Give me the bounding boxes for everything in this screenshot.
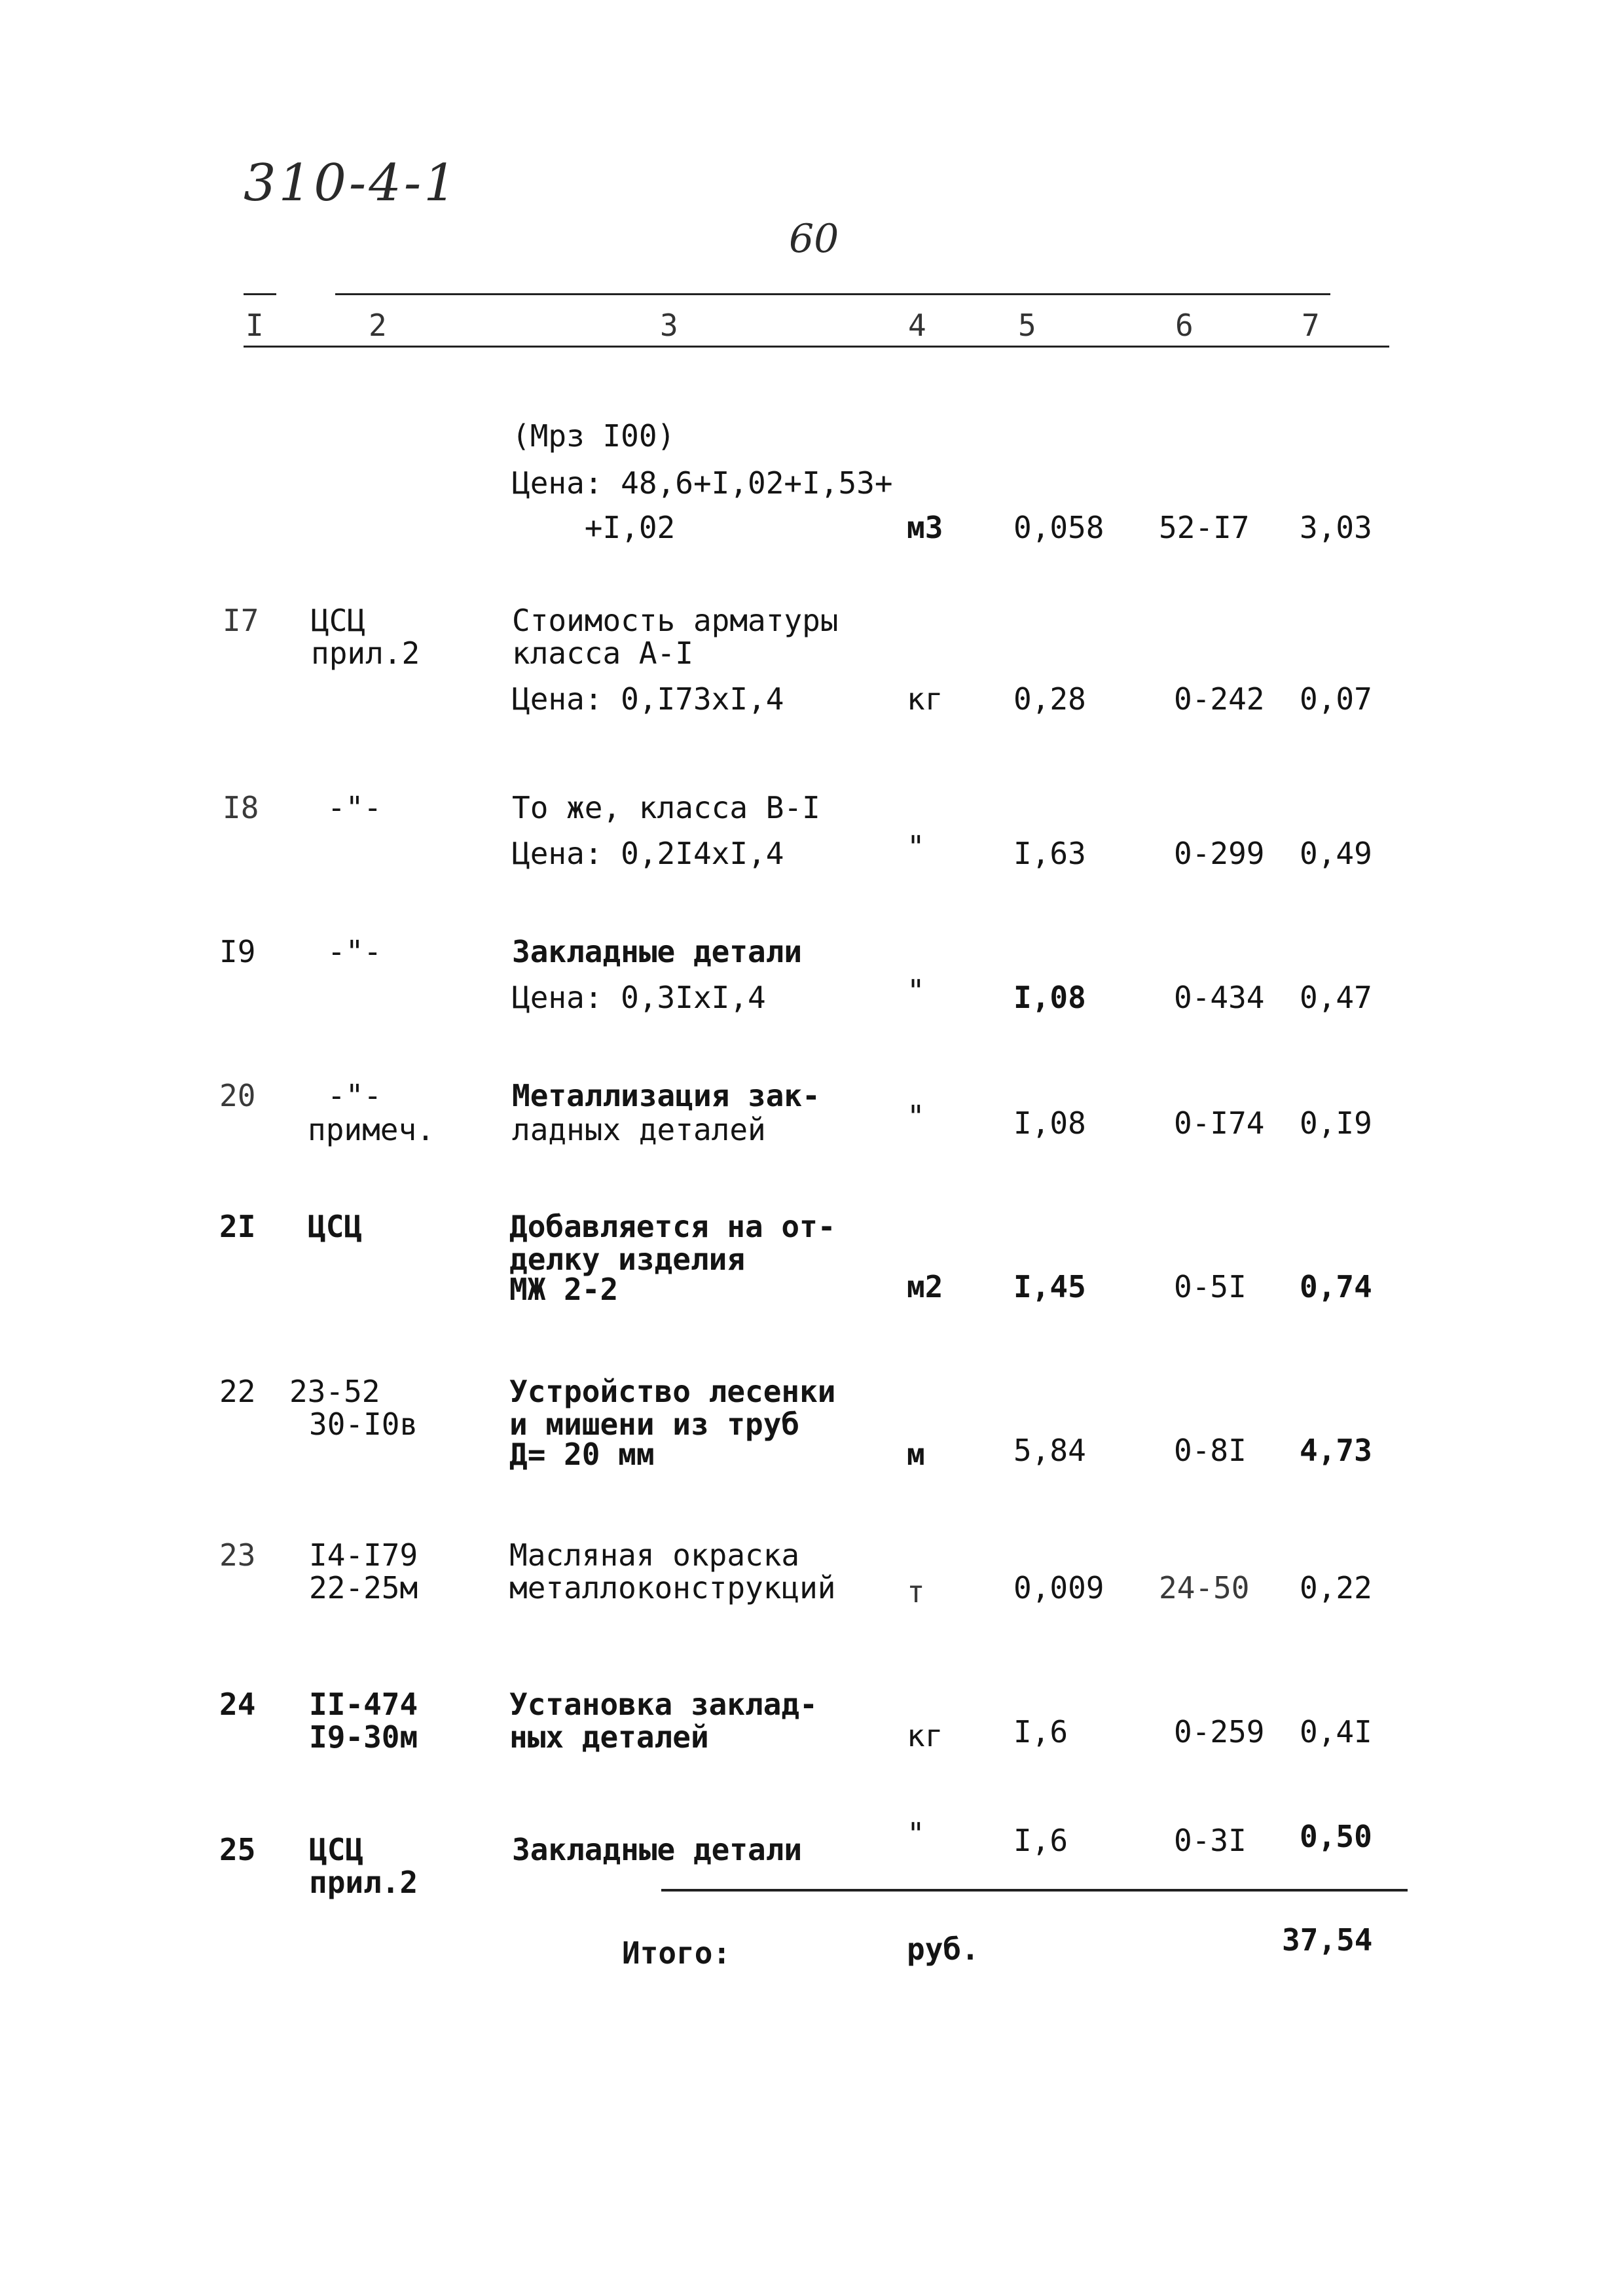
row-25-qty: I,6 [1013, 1823, 1068, 1858]
row-23-price: 24-50 [1159, 1570, 1250, 1605]
row-0-desc-line-1: (Мрз I00) [512, 418, 676, 454]
row-22-ref-line-2: 30-I0в [309, 1407, 418, 1442]
row-17-ref-line-1: ЦСЦ [311, 603, 366, 638]
row-22-price: 0-8I [1174, 1433, 1247, 1468]
row-21-number: 2I [219, 1209, 256, 1244]
row-0-sum: 3,03 [1300, 510, 1372, 545]
row-22-number: 22 [219, 1374, 256, 1409]
row-21-ref-line-1: ЦСЦ [308, 1209, 363, 1244]
total-rule [661, 1889, 1408, 1892]
row-0-qty: 0,058 [1013, 510, 1104, 545]
total-label: Итого: [622, 1935, 731, 1971]
row-21-desc-line-1: Добавляется на от- [509, 1209, 836, 1244]
row-18-number: I8 [223, 790, 259, 825]
row-19-ref-line-1: -"- [327, 934, 382, 969]
row-18-ref-line-1: -"- [327, 790, 382, 825]
row-21-unit: м2 [907, 1269, 943, 1304]
total-unit: руб. [907, 1931, 979, 1967]
row-22-desc-line-3: Д= 20 мм [509, 1437, 655, 1472]
row-23-desc-line-1: Масляная окраска [509, 1537, 800, 1573]
row-18-qty: I,63 [1013, 836, 1086, 871]
row-20-number: 20 [219, 1078, 256, 1113]
row-22-desc-line-2: и мишени из труб [509, 1407, 800, 1442]
row-17-desc-line-3: Цена: 0,I73хI,4 [512, 681, 784, 717]
row-21-sum: 0,74 [1300, 1269, 1372, 1304]
row-19-price: 0-434 [1174, 980, 1265, 1015]
row-18-unit: " [907, 829, 925, 865]
row-18-desc-line-1: То же, класса В-I [512, 790, 820, 825]
row-24-ref-line-2: I9-30м [309, 1719, 418, 1755]
row-24-desc-line-2: ных деталей [509, 1719, 709, 1755]
row-19-qty: I,08 [1013, 980, 1086, 1015]
document-code: 310-4-1 [244, 154, 459, 213]
row-22-unit: м [907, 1437, 925, 1472]
row-20-sum: 0,I9 [1300, 1105, 1372, 1141]
row-18-price: 0-299 [1174, 836, 1265, 871]
row-24-price: 0-259 [1174, 1714, 1265, 1749]
row-23-desc-line-2: металлоконструкций [509, 1570, 836, 1605]
row-17-ref-line-2: прил.2 [311, 636, 420, 671]
row-19-desc-line-2: Цена: 0,3IхI,4 [512, 980, 766, 1015]
row-17-number: I7 [223, 603, 259, 638]
row-21-qty: I,45 [1013, 1269, 1086, 1304]
row-0-desc-line-3: +I,02 [512, 510, 676, 545]
row-24-ref-line-1: II-474 [309, 1687, 418, 1722]
total-value: 37,54 [1282, 1922, 1373, 1958]
row-23-qty: 0,009 [1013, 1570, 1104, 1605]
row-20-unit: " [907, 1099, 925, 1134]
row-24-qty: I,6 [1013, 1714, 1068, 1749]
row-19-sum: 0,47 [1300, 980, 1372, 1015]
row-19-desc-line-1: Закладные детали [512, 934, 803, 969]
header-rule-top [335, 293, 1330, 295]
row-25-price: 0-3I [1174, 1823, 1247, 1858]
row-18-desc-line-2: Цена: 0,2I4хI,4 [512, 836, 784, 871]
row-21-desc-line-2: делку изделия [509, 1242, 746, 1277]
row-20-desc-line-1: Металлизация зак- [512, 1078, 820, 1113]
row-0-desc-line-2: Цена: 48,6+I,02+I,53+ [512, 465, 893, 501]
row-24-desc-line-1: Установка заклад- [509, 1687, 818, 1722]
row-22-qty: 5,84 [1013, 1433, 1086, 1468]
row-20-ref-line-1: -"- [327, 1078, 382, 1113]
row-25-desc-line-1: Закладные детали [512, 1832, 803, 1867]
row-23-unit: т [907, 1574, 925, 1609]
row-25-number: 25 [219, 1832, 256, 1867]
row-24-unit: кг [907, 1718, 943, 1753]
row-24-number: 24 [219, 1687, 256, 1722]
row-19-unit: " [907, 973, 925, 1009]
row-17-sum: 0,07 [1300, 681, 1372, 717]
page-number: 60 [789, 216, 839, 262]
row-17-qty: 0,28 [1013, 681, 1086, 717]
row-21-desc-line-3: МЖ 2-2 [509, 1272, 619, 1307]
column-header-7: 7 [1302, 308, 1320, 343]
column-header-2: 2 [369, 308, 387, 343]
column-header-5: 5 [1018, 308, 1036, 343]
column-header-1: I [246, 308, 264, 343]
row-24-sum: 0,4I [1300, 1714, 1372, 1749]
row-22-ref-line-1: 23-52 [289, 1374, 380, 1409]
row-20-desc-line-2: ладных деталей [512, 1112, 766, 1147]
row-20-ref-line-2: примеч. [308, 1112, 435, 1147]
row-20-qty: I,08 [1013, 1105, 1086, 1141]
row-17-price: 0-242 [1174, 681, 1265, 717]
row-18-sum: 0,49 [1300, 836, 1372, 871]
header-rule-top-left [244, 293, 276, 295]
row-17-desc-line-1: Стоимость арматуры [512, 603, 839, 638]
row-23-ref-line-2: 22-25м [309, 1570, 418, 1605]
row-25-unit: " [907, 1816, 925, 1852]
row-25-ref-line-2: прил.2 [309, 1865, 418, 1900]
row-21-price: 0-5I [1174, 1269, 1247, 1304]
row-23-sum: 0,22 [1300, 1570, 1372, 1605]
header-rule-bottom [244, 346, 1389, 348]
column-header-4: 4 [908, 308, 926, 343]
row-23-number: 23 [219, 1537, 256, 1573]
row-25-ref-line-1: ЦСЦ [309, 1832, 364, 1867]
row-22-desc-line-1: Устройство лесенки [509, 1374, 836, 1409]
row-19-number: I9 [219, 934, 256, 969]
row-17-unit: кг [907, 681, 943, 717]
row-0-unit: м3 [907, 510, 943, 545]
row-20-price: 0-I74 [1174, 1105, 1265, 1141]
row-25-sum: 0,50 [1300, 1819, 1372, 1854]
row-22-sum: 4,73 [1300, 1433, 1372, 1468]
row-17-desc-line-2: класса А-I [512, 636, 693, 671]
row-0-price: 52-I7 [1159, 510, 1250, 545]
column-header-3: 3 [660, 308, 678, 343]
column-header-6: 6 [1175, 308, 1194, 343]
row-23-ref-line-1: I4-I79 [309, 1537, 418, 1573]
